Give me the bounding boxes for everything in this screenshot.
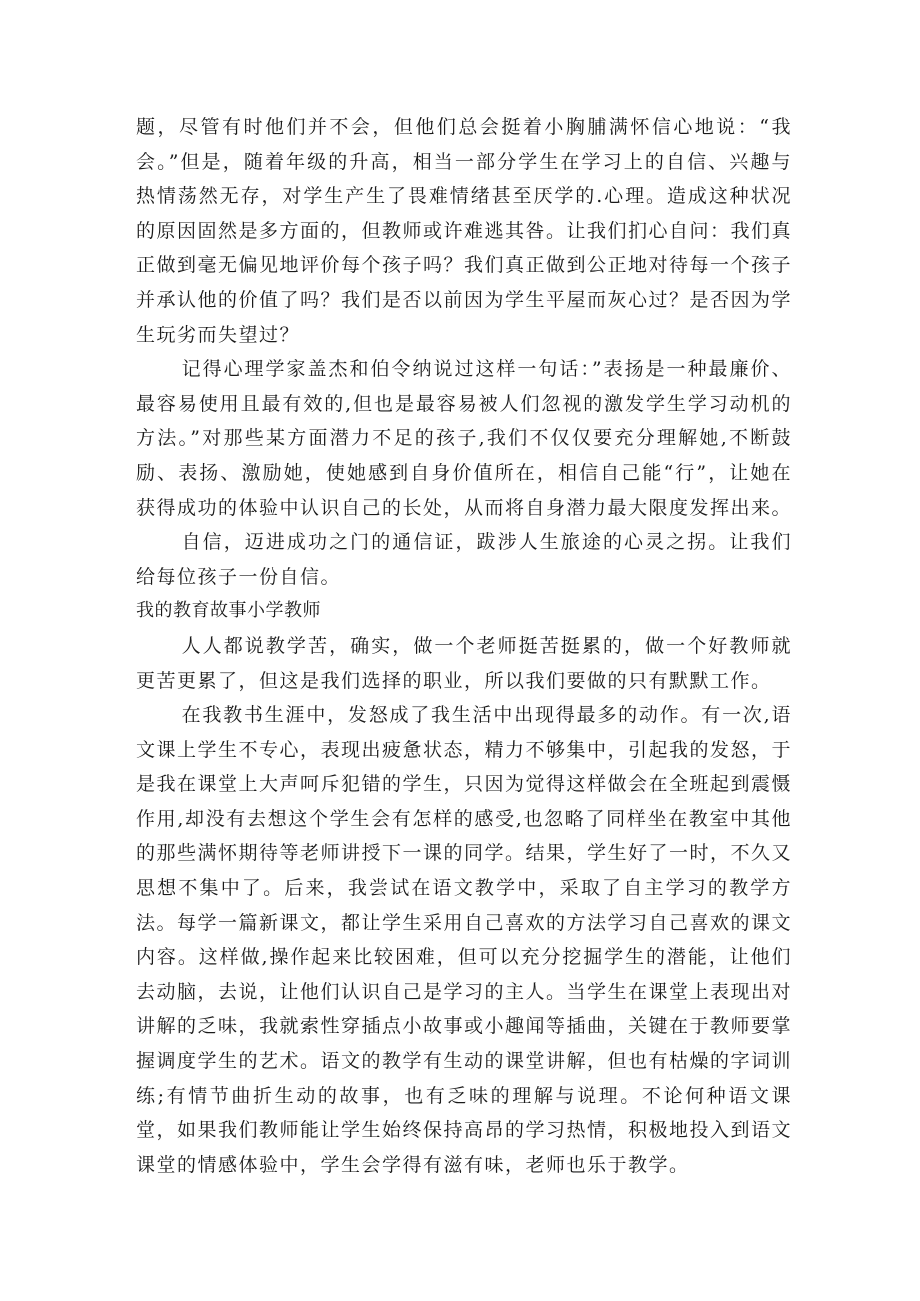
- paragraph-praise-quote: 记得心理学家盖杰和伯令纳说过这样一句话：”表扬是一种最廉价、最容易使用且最有效的,但也是最容易被人们忽视的激发学生学习动机的方法。”对那些某方面潜力不足的孩子,我们不仅仅要充分理解她,不断鼓励、表扬、激励她，使她感到自身价值所在，相信自己能“行”，让她在获得成功的体验中认识自己的长处，从而将自身潜力最大限度发挥出来。: [136, 358, 793, 519]
- paragraph-teaching-story: 在我教书生涯中，发怒成了我生活中出现得最多的动作。有一次,语文课上学生不专心，表现出疲惫状态，精力不够集中，引起我的发怒，于是我在课堂上大声呵斥犯错的学生，只因为觉得这样做会在全班起到震慑作用,却没有去想这个学生会有怎样的感受,也忽略了同样坐在教室中其他的那些满怀期待等老师讲授下一课的同学。结果，学生好了一时，不久又思想不集中了。后来，我尝试在语文教学中，采取了自主学习的教学方法。每学一篇新课文，都让学生采用自己喜欢的方法学习自己喜欢的课文内容。这样做,操作起来比较困难，但可以充分挖掘学生的潜能，让他们去动脑，去说，让他们认识自己是学习的主人。当学生在课堂上表现出对讲解的乏味，我就索性穿插点小故事或小趣闻等插曲，关键在于教师要掌握调度学生的艺术。语文的教学有生动的课堂讲解，但也有枯燥的字词训练;有情节曲折生动的故事，也有乏味的理解与说理。不论何种语文课堂，如果我们教师能让学生始终保持高昂的学习热情，积极地投入到语文课堂的情感体验中，学生会学得有滋有味，老师也乐于教学。: [136, 704, 793, 1176]
- section-heading: 我的教育故事小学教师: [136, 600, 321, 622]
- paragraph-continuation: 题，尽管有时他们并不会，但他们总会挺着小胸脯满怀信心地说：“我会。”但是，随着年级的升高，相当一部分学生在学习上的自信、兴趣与热情荡然无存，对学生产生了畏难情绪甚至厌学的.心理。造成这种状况的原因固然是多方面的，但教师或许难逃其咎。让我们扪心自问：我们真正做到毫无偏见地评价每个孩子吗？我们真正做到公正地对待每一个孩子并承认他的价值了吗？我们是否以前因为学生平屋而灰心过？是否因为学生玩劣而失望过？: [136, 116, 793, 346]
- document-body: [136, 110, 792, 1182]
- paragraph-teaching-hard: 人人都说教学苦，确实，做一个老师挺苦挺累的，做一个好教师就更苦更累了，但这是我们选择的职业，所以我们要做的只有默默工作。: [136, 634, 792, 692]
- paragraph-confidence: 自信，迈进成功之门的通信证，跋涉人生旅途的心灵之拐。让我们给每位孩子一份自信。: [136, 531, 792, 588]
